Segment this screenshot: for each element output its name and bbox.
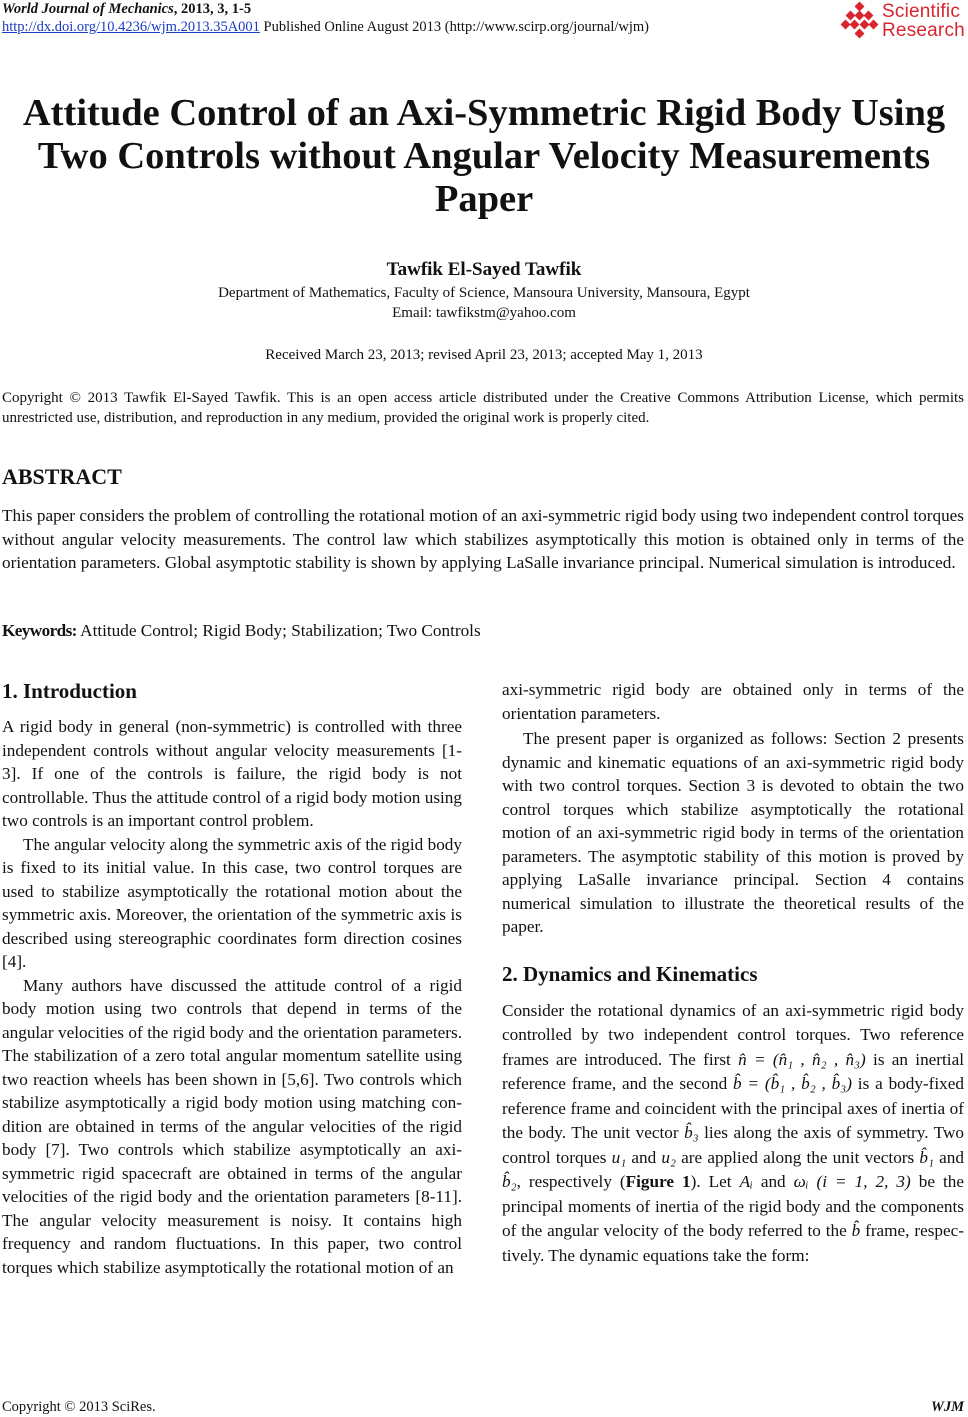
math-omega: ωᵢ (i = 1, 2, 3) — [793, 1172, 911, 1191]
figure-reference[interactable]: Figure 1 — [625, 1172, 691, 1191]
submission-dates: Received March 23, 2013; revised April 23, 2013; accepted May 1, 2013 — [265, 347, 703, 363]
paragraph: axi-symmetric rigid body are obtained only in terms of the orientation parameters. — [502, 680, 964, 723]
doi-link[interactable]: http://dx.doi.org/10.4236/wjm.2013.35A001 — [2, 19, 260, 35]
section-heading-introduction: 1. Introduction — [2, 679, 137, 703]
paragraph: The present paper is organized as follows: Section 2 presents dynamic and kinematic equations of an axi-symmetric rigid body with two control torques. Section 3 is devoted to obtain the two control torques which stabilize asymptotically the rotational motion of an axi-symmetric rigid body in terms of the orientation parameters. The asymptotic stability of this motion is proved by applying LaSalle invariance principal. Section 4 contains numerical simulation to illustrate the theoretical results of the paper. — [502, 729, 964, 936]
footer-copyright: Copyright © 2013 SciRes. — [2, 1399, 156, 1415]
keywords — [2, 619, 481, 642]
logo-text-research: Research — [882, 20, 965, 41]
text: lies along the axis of symmetry. Two control torques — [502, 1123, 964, 1167]
author-email: Email: tawfikstm@yahoo.com — [392, 305, 576, 321]
section-heading-dynamics: 2. Dynamics and Kinematics — [502, 961, 758, 986]
text: , respectively ( — [516, 1172, 626, 1191]
text: Consider the rotational dynamics of an axi-symmetric rigid body controlled by two independent control torques. Two reference frames are introduced. The first — [502, 1000, 964, 1069]
text: and — [933, 1147, 964, 1167]
title-line: Two Controls without Angular Velocity Measurements — [37, 135, 931, 177]
logo-mark-icon — [842, 3, 878, 39]
math-inertial-frame: n̂ = (n̂₁ , n̂₂ , n̂₃) — [738, 1049, 866, 1069]
footer-journal-abbrev: WJM — [930, 1399, 964, 1415]
text: and — [626, 1147, 662, 1167]
text: is an inertial reference frame, and the second — [502, 1049, 964, 1093]
text: and — [752, 1172, 794, 1191]
text: be the principal moments of inertia of the rigid body and the components of the angular velocity of the body referred to the — [502, 1172, 964, 1240]
abstract-text: This paper considers the problem of controlling the rotational motion of an axi-symmetric rigid body using two independent control torques without angular velocity measurements. The control law which stabilizes asymptotically this motion is obtained only in terms of the orientation parameters. Global asymptotic stability is shown by applying LaSalle invariance principal. Numerical simulation is introduced. — [2, 506, 964, 572]
journal-volume: , 2013, 3, 1-5 — [173, 1, 252, 17]
page-footer — [2, 1398, 964, 1416]
math-b-hat: b̂ — [851, 1221, 861, 1240]
math-u2: u₂ — [661, 1147, 676, 1167]
paragraph: The angular velocity along the symmetric axis of the rigid body is fixed to its initial value. In this case, two control torques are used to stabilize asymptotically the rotational motion about the symmetric axis. Moreover, the orientation of the symmetric axis is described using stereographic coordinates form direction cosines [4]. — [2, 834, 462, 971]
journal-name: World Journal of Mechanics — [2, 1, 174, 17]
copyright-notice: Copyright © 2013 Tawfik El-Sayed Tawfik. This is an open access article distributed under the Creative Commons Attribution License, which permits unrestricted use, distribution, and reproduction in any medium, provided the original work is properly cited. — [2, 390, 964, 426]
math-u1: u₁ — [611, 1147, 627, 1167]
math-b2: b̂₂ — [502, 1172, 517, 1191]
journal-header — [2, 0, 649, 36]
keywords-label: Keywords: — [2, 621, 77, 640]
logo-text-scientific: Scientific — [882, 1, 961, 22]
keywords-list: Attitude Control; Rigid Body; Stabilization; Two Controls — [76, 621, 481, 640]
publisher-logo — [842, 1, 966, 41]
text: is a body-fixed reference frame and coincident with the principal axes of inertia of the body. The unit vector — [502, 1074, 964, 1142]
paragraph: A rigid body in general (non-symmetric) is controlled with three independent controls without angular velocity measurements [1-3]. If one of the controls is failure, the rigid body is not controllable. Thus the attitude control of a rigid body motion using two controls is an important control problem. — [2, 717, 462, 830]
title-line: Attitude Control of an Axi-Symmetric Rigid Body Using — [22, 92, 946, 134]
paragraph: Many authors have discussed the attitude control of a rigid body motion using two controls that depend in terms of the angular velocities of the rigid body and the orientation parameters. The stabilization of a zero total angular momentum satellite using two reaction wheels has been shown in [5,6]. Two controls which stabilize asymptotically a rigid body motion using matching condition are obtained in terms of the angular velocities of the rigid body [7]. Two controls which stabilize asymptotically an axi-symmetric rigid spacecraft are obtained in terms of the angular velocities of the rigid body and the orientation parameters [8-11]. The angular velocity measurement is noisy. It contains high frequency and random fluctuations. In this paper, two control torques which stabilize asymptotically the rotational motion of an — [2, 975, 462, 1277]
text: frame, respectively. The dynamic equations take the form: — [502, 1221, 964, 1265]
text: ). Let — [690, 1172, 740, 1191]
math-body-frame: b̂ = (b̂₁ , b̂₂ , b̂₃) — [733, 1074, 852, 1093]
published-info: Published Online August 2013 (http://www.scirp.org/journal/wjm) — [259, 19, 649, 35]
math-Ai: Aᵢ — [739, 1172, 753, 1191]
math-b3: b̂₃ — [684, 1123, 699, 1142]
title-line: Paper — [434, 178, 534, 220]
abstract-heading: ABSTRACT — [2, 464, 122, 489]
text: are applied along the unit vectors — [676, 1147, 920, 1167]
math-b1: b̂₁ — [919, 1147, 934, 1167]
left-column — [2, 678, 462, 1279]
right-column — [502, 678, 964, 1268]
paper-title — [0, 92, 968, 221]
author-affiliation: Department of Mathematics, Faculty of Science, Mansoura University, Mansoura, Egypt — [218, 285, 750, 301]
paragraph — [502, 999, 964, 1269]
author-name: Tawfik El-Sayed Tawfik — [386, 259, 582, 280]
